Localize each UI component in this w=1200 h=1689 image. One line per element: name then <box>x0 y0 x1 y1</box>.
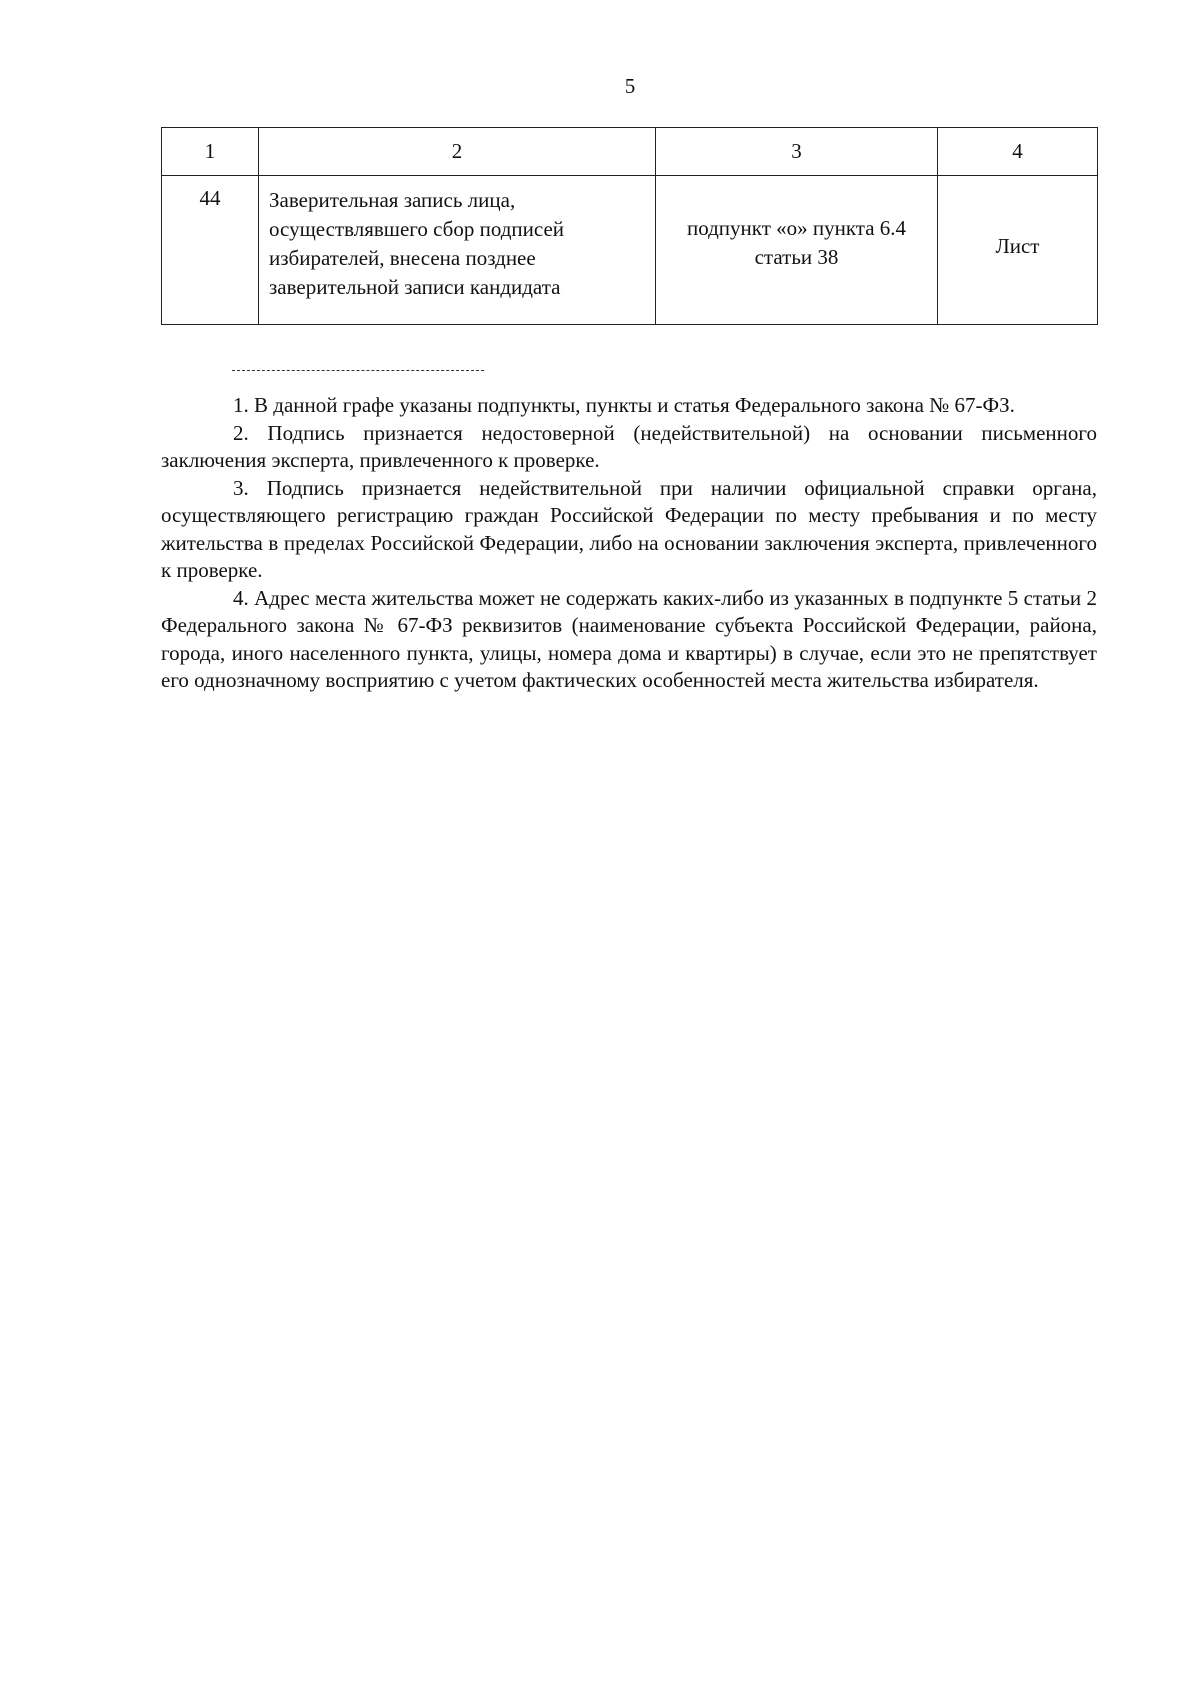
table-row <box>162 176 1098 325</box>
row-number: 44 <box>162 176 259 325</box>
table-header-row <box>162 128 1098 176</box>
footnotes <box>161 392 1097 695</box>
row-reference: подпункт «о» пункта 6.4 статьи 38 <box>656 176 938 325</box>
header-cell-3: 3 <box>656 128 938 176</box>
page-number: 5 <box>624 74 636 98</box>
footnote-4: 4. Адрес места жительства может не содержать каких-либо из указанных в подпункте 5 статьи 2 Федерального закона № 67-ФЗ реквизитов (наименование субъекта Российской Федерации, района, города, иного населенного пункта, улицы, номера дома и квартиры) в случае, если это не препятствует его однозначному восприятию с учетом фактических особенностей места жительства избирателя. <box>161 585 1097 692</box>
document-table <box>161 127 1098 325</box>
row-description: Заверительная запись лица, осуществлявшего сбор подписей избирателей, внесена позднее заверительной записи кандидата <box>259 176 656 325</box>
footnote-separator <box>232 370 484 371</box>
header-cell-4: 4 <box>938 128 1098 176</box>
header-cell-1: 1 <box>162 128 259 176</box>
footnote-1: 1. В данной графе указаны подпункты, пункты и статья Федерального закона № 67-ФЗ. <box>233 393 1015 417</box>
row-unit: Лист <box>938 176 1098 325</box>
footnote-3: 3. Подпись признается недействительной при наличии официальной справки органа, осуществляющего регистрацию граждан Российской Федерации по месту пребывания и по месту жительства в пределах Российской Федерации, либо на основании заключения эксперта, привлеченного к проверке. <box>161 475 1097 582</box>
header-cell-2: 2 <box>259 128 656 176</box>
footnote-2: 2. Подпись признается недостоверной (недействительной) на основании письменного заключения эксперта, привлеченного к проверке. <box>161 420 1097 472</box>
